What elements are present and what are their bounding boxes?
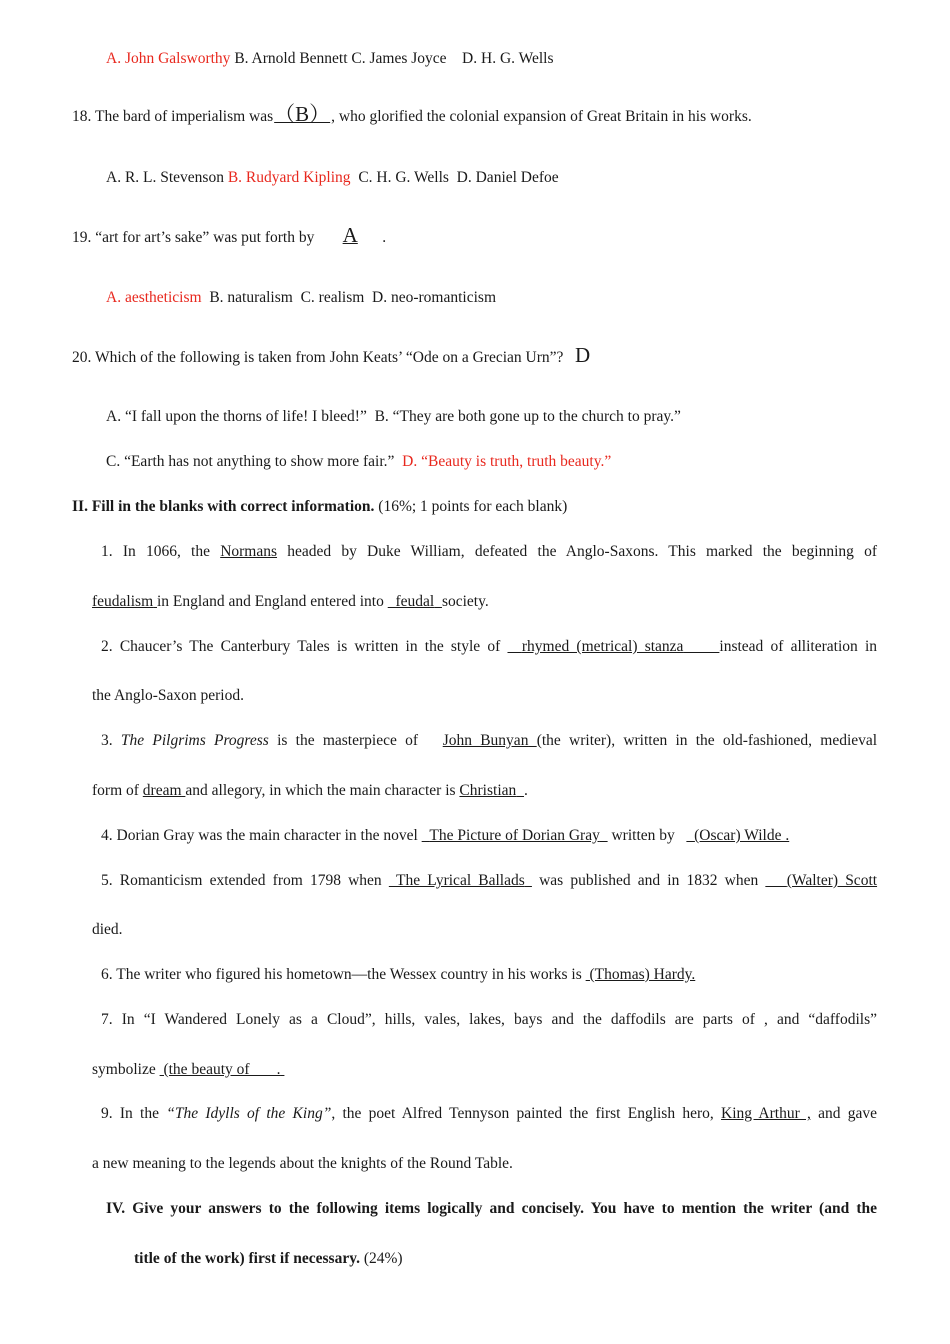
fill-9-a: 9. In the [101, 1105, 159, 1122]
q19-answer: A [342, 223, 358, 247]
section-4-heading-line1: IV. Give your answers to the following items logically and concisely. You have to mention the writer (and the [106, 1200, 877, 1217]
q19-option-a-answer: A. aestheticism [106, 289, 202, 306]
fill-9-d: and gave [818, 1105, 878, 1122]
q18-option-a: A. R. L. Stevenson [106, 169, 224, 186]
fill-4-blank-2: (Oscar) Wilde . [694, 827, 790, 844]
q18-stem-b: , who glorified the colonial expansion of Great Britain in his works. [331, 108, 752, 125]
q20-option-d-answer: D. “Beauty is truth, truth beauty.” [402, 453, 612, 470]
q20-option-c: C. “Earth has not anything to show more fair.” [106, 453, 395, 470]
q17-options-rest: B. Arnold Bennett C. James Joyce D. H. G. Wells [234, 50, 554, 67]
fill-1-line1 [101, 542, 877, 562]
fill-3-line1: 3. The Pilgrims Progress is the masterpiece of John Bunyan (the writer), written in the old-fashioned, medieval [101, 732, 878, 749]
fill-2-c: instead of alliteration in [719, 638, 877, 655]
q19-answer-blank [318, 225, 382, 248]
fill-2-a: 2. Chaucer’s The Canterbury Tales is written in the style of [101, 638, 501, 655]
fill-4-c: written by [611, 827, 675, 844]
fill-6-line1 [101, 965, 695, 985]
fill-1-c: headed by Duke William, defeated the Anglo-Saxons. This marked the beginning of [287, 543, 878, 560]
q19-stem-b: . [382, 229, 387, 246]
section-4-heading-l2: title of the work) first if necessary. [134, 1250, 360, 1267]
q20-options-line1: A. “I fall upon the thorns of life! I bleed!” B. “They are both gone up to the church to pray.” [106, 408, 681, 425]
fill-5-c: was published and in 1832 when [539, 872, 759, 889]
fill-7-line2 [92, 1060, 284, 1080]
fill-9-blank-1: King Arthur , [721, 1105, 811, 1122]
q19-stem-a: 19. “art for art’s sake” was put forth by [72, 229, 315, 246]
fill-5-blank-1: The Lyrical Ballads [395, 872, 525, 889]
q19-stem [72, 225, 386, 248]
fill-2-blank-1: rhymed (metrical) stanza [521, 638, 684, 655]
q18-answer: （B） [274, 102, 331, 126]
fill-1-e: society. [441, 593, 489, 610]
fill-3-d: form of [92, 782, 139, 799]
fill-3-title: The Pilgrims Progress [120, 732, 269, 749]
fill-1-blank-2: feudalism [92, 593, 154, 610]
fill-3-a: is the masterpiece of [277, 732, 418, 749]
fill-1-d: in England and England entered into [157, 593, 384, 610]
fill-5-line1 [101, 871, 877, 891]
q18-stem-a: 18. The bard of imperialism was [72, 108, 274, 125]
fill-9-line2: a new meaning to the legends about the knights of the Round Table. [92, 1155, 513, 1172]
fill-9-title: “The Idylls of the King” [166, 1105, 332, 1122]
fill-1-blank-3: feudal [395, 593, 435, 610]
fill-4-a: 4. Dorian Gray was the main character in the novel [101, 827, 418, 844]
fill-7-blank-1: (the beauty of . [163, 1061, 281, 1078]
section-4-note: (24%) [363, 1250, 403, 1267]
fill-3-e: and allegory, in which the main character is [185, 782, 456, 799]
fill-6-a: 6. The writer who figured his hometown—the Wessex country in his works is [101, 966, 582, 983]
q20-answer: D [575, 343, 591, 367]
fill-4-line1 [101, 826, 789, 846]
q19-options-rest: B. naturalism C. realism D. neo-romanticism [209, 289, 497, 306]
q17-options [106, 49, 554, 69]
fill-5-line2: died. [92, 921, 123, 938]
fill-7-line1: 7. In “I Wandered Lonely as a Cloud”, hills, vales, lakes, bays and the daffodils are parts of , and “daffodils” [101, 1011, 877, 1028]
q18-answer-blank [273, 104, 331, 127]
fill-6-blank-1: (Thomas) Hardy. [589, 966, 696, 983]
fill-9-line1 [101, 1104, 877, 1124]
q19-options [106, 288, 496, 308]
q20-stem-text: 20. Which of the following is taken from John Keats’ “Ode on a Grecian Urn”? [72, 349, 564, 366]
fill-5-blank-2: (Walter) Scott [786, 872, 878, 889]
q20-stem [72, 345, 590, 368]
section-2-heading [72, 497, 567, 517]
section-2-title: II. Fill in the blanks with correct information. [72, 498, 375, 515]
q18-stem [72, 104, 752, 127]
fill-3-blank-3: Christian [459, 782, 517, 799]
fill-2-line1 [101, 637, 877, 657]
fill-4-blank-1: The Picture of Dorian Gray [429, 827, 600, 844]
fill-3-blank-2: dream [142, 782, 182, 799]
fill-7-b: symbolize [92, 1061, 156, 1078]
q17-option-a-answer: A. John Galsworthy [106, 50, 231, 67]
fill-5-a: 5. Romanticism extended from 1798 when [101, 872, 382, 889]
q18-options [106, 168, 559, 188]
fill-1-blank-1: Normans [220, 543, 278, 560]
fill-1-a: 1. In 1066, the [101, 543, 210, 560]
section-2-note: (16%; 1 points for each blank) [378, 498, 568, 515]
fill-9-c: , the poet Alfred Tennyson painted the first English hero, [331, 1105, 714, 1122]
fill-1-line2 [92, 592, 489, 612]
q18-options-rest: C. H. G. Wells D. Daniel Defoe [358, 169, 559, 186]
fill-2-line2: the Anglo-Saxon period. [92, 687, 244, 704]
fill-3-line2 [92, 781, 528, 801]
fill-3-c: (the writer), written in the old-fashioned, medieval [536, 732, 878, 749]
fill-3-f: . [524, 782, 528, 799]
q18-option-b-answer: B. Rudyard Kipling [227, 169, 351, 186]
q20-options-line2 [106, 452, 611, 472]
fill-3-blank-1: John Bunyan [442, 732, 529, 749]
section-4-heading-line2 [134, 1249, 403, 1269]
